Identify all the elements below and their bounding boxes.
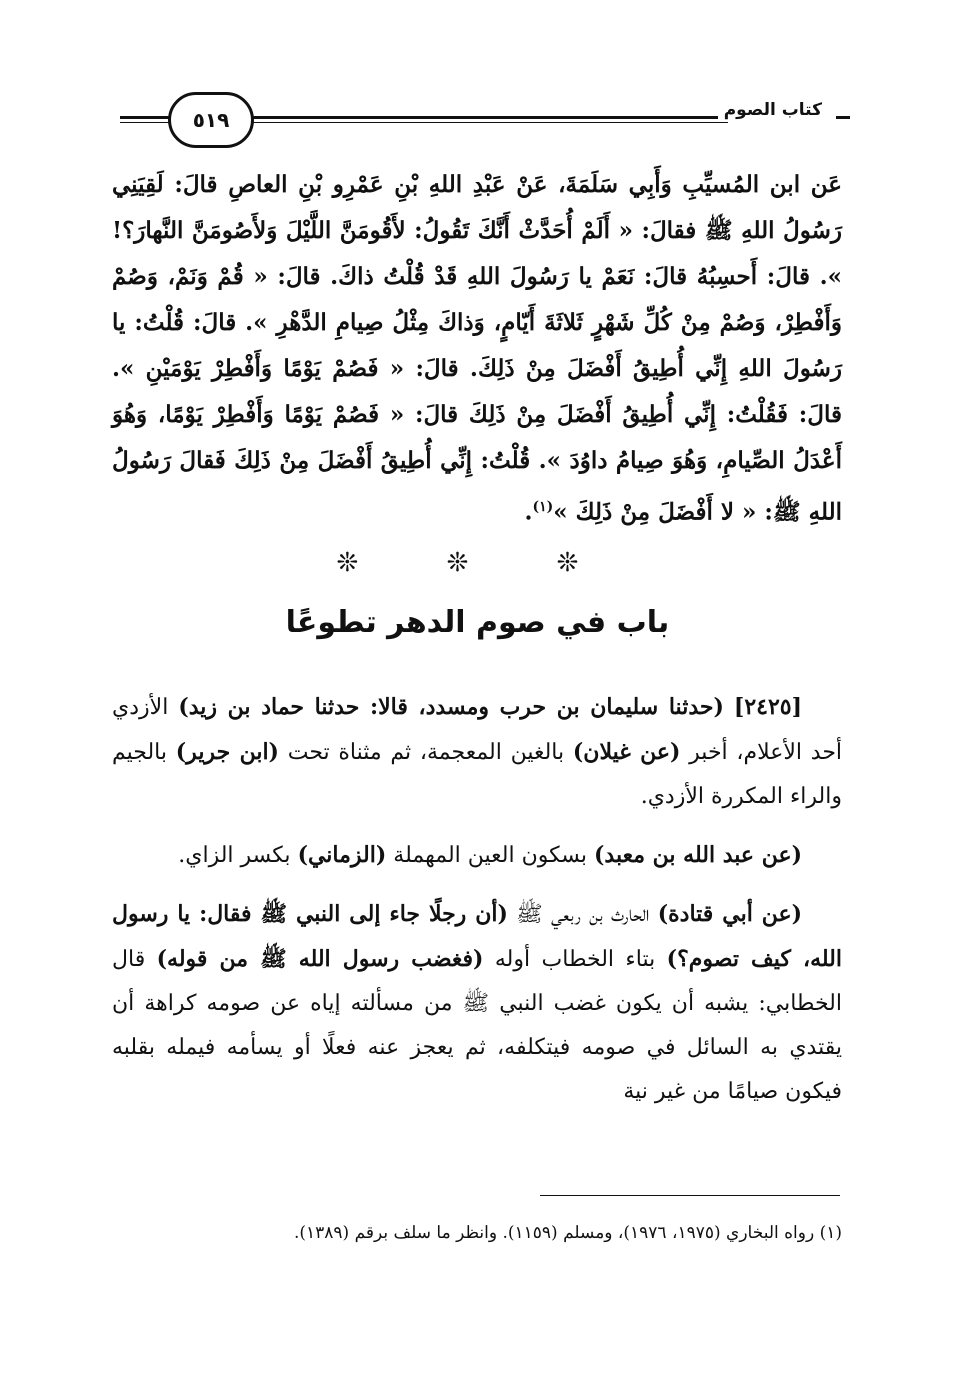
commentary-paragraph xyxy=(112,685,842,819)
footnote: (١) رواه البخاري (١٩٧٥، ١٩٧٦)، ومسلم (١١٥٩). وانظر ما سلف برقم (١٣٨٩). xyxy=(293,1223,842,1243)
hadith-line: عَن ابن المُسيِّبِ وَأَبِي سَلَمَةَ، عَنْ عَبْدِ اللهِ بْنِ عَمْرِو بْنِ العاصِ قالَ: لَقِيَنِي رَسُولُ اللهِ xyxy=(112,171,842,244)
chain-text: (عن غيلان) xyxy=(572,739,681,765)
gloss-text: بسكون العين المهملة xyxy=(393,843,587,868)
chain-text: (أن رجلًا جاء إلى النبي ﷺ فقال: يا رسول الله، كيف تصوم؟) xyxy=(112,901,842,972)
book-title: كتاب الصوم xyxy=(718,100,828,120)
end-mark: . xyxy=(524,498,533,526)
hadith-line: مِنْ ذَلِكَ » xyxy=(553,498,651,526)
gloss-text: قال الخطابي: يشبه أن يكون غضب النبي ﷺ من مسألته إياه عن صومه كراهة أن يقتدي به السائل في صومه فيتكلفه، ثم يعجز عنه فعلًا أو يسأمه فيمله بقلبه فيكون صيامًا من غير نية xyxy=(112,947,842,1104)
hadith-line: ﷺ فقالَ: « أَلَمْ أُحَدَّثْ أَنَّكَ تَقُولُ: لأَقُومَنَّ اللَّيْلَ وَلأَصُومَنَّ النَّهارَ؟! ». xyxy=(112,217,842,290)
footnote-divider xyxy=(540,1195,840,1196)
hadith-number: [٢٤٢٥] xyxy=(733,694,802,720)
hadith-line: اللهِ إِنِّي أُطِيقُ أَفْضَلَ مِنْ ذَلِكَ. قالَ: « فَصُمْ يَوْمًا وَأَفْطِرْ يَوْمَيْنِ ». قالَ: فَقُلْتُ: إِنِّي xyxy=(112,355,842,428)
commentary-paragraph xyxy=(112,833,842,878)
hadith-line: وَصُمْ مِنْ كُلِّ شَهْرٍ ثَلاثَةَ أَيّامٍ، وَذاكَ مِثْلُ صِيامِ الدَّهْرِ ». قالَ: قُلْتُ: يا رَسُولَ xyxy=(112,309,842,382)
hadith-line: أُطِيقُ أَفْضَلَ مِنْ ذَلِكَ قالَ: « فَصُمْ يَوْمًا وَأَفْطِرْ يَوْمًا، وَهُوَ أَعْدَلُ الصِّيامِ، وَهُوَ xyxy=(112,401,842,474)
commentary-paragraph xyxy=(112,892,842,1114)
section-separator: ❊ ❊ ❊ xyxy=(336,548,619,578)
gloss-text: بتاء الخطاب أوله xyxy=(494,947,656,972)
gloss-text: بكسر الزاي. xyxy=(178,843,291,868)
hadith-text xyxy=(112,162,842,536)
header-rule-thin xyxy=(228,122,728,123)
gloss-text: الأزدي أحد الأعلام، أخبر xyxy=(112,695,843,765)
hadith-line: قالَ: أَحسِبُهُ قالَ: نَعَمْ يا رَسُولَ اللهِ قَدْ قُلْتُ ذاكَ. قالَ: « قُمْ وَنَمْ، وَصُمْ وَأَفْطِرْ، xyxy=(112,263,842,336)
chain-text: (حدثنا سليمان بن حرب ومسدد، قالا: حدثنا حماد بن زيد) xyxy=(178,694,724,720)
chain-text: (فغضب رسول الله ﷺ من قوله) xyxy=(156,946,484,972)
chain-text: (الزماني) xyxy=(297,842,387,868)
header-rule-tail xyxy=(836,116,850,119)
chain-text: (عن أبي قتادة) xyxy=(657,901,803,927)
gloss-text: بالجيم والراء المكررة الأزدي. xyxy=(112,740,842,809)
commentary xyxy=(112,685,842,1128)
header-rule xyxy=(228,116,728,119)
gloss-text: الحارث بن ربعي ﷺ xyxy=(516,902,650,927)
chain-text: (عن عبد الله بن معبد) xyxy=(594,842,802,868)
page-header xyxy=(120,92,850,152)
gloss-text: بالغين المعجمة، ثم مثناة تحت xyxy=(287,740,565,765)
page-number: ٥١٩ xyxy=(168,92,254,148)
hadith-line: صِيامُ داوُدَ ». قُلْتُ: إِنِّي أُطِيقُ أَفْضَلَ مِنْ ذَلِكَ فَقالَ رَسُولُ اللهِ ﷺ: « لا أَفْضَلَ xyxy=(112,447,842,526)
chain-text: (ابن جرير) xyxy=(175,739,279,765)
section-title: باب في صوم الدهر تطوعًا xyxy=(285,605,670,640)
footnote-reference: (١) xyxy=(532,499,554,515)
